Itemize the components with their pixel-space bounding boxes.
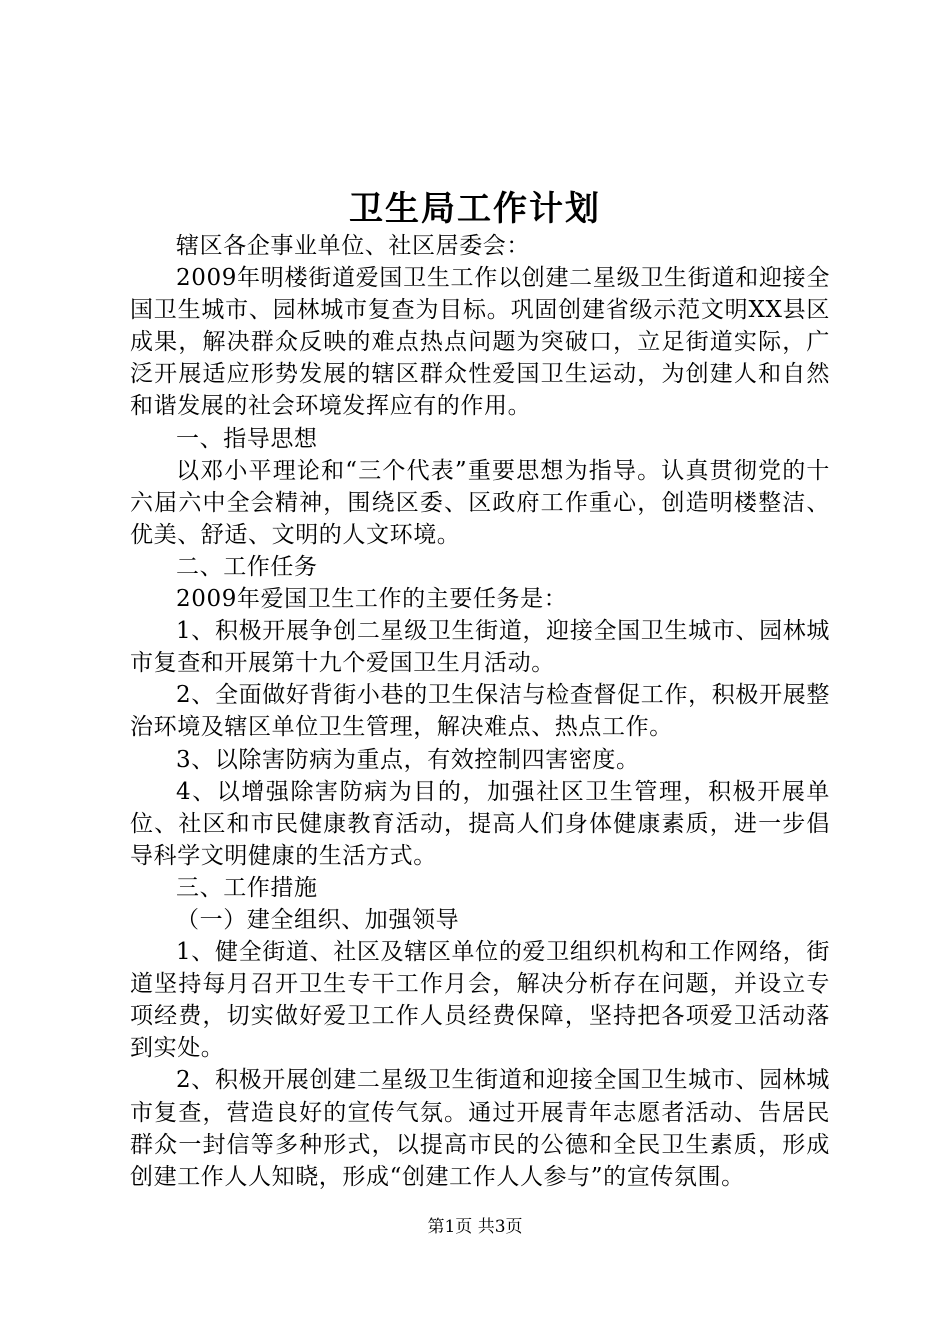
paragraph-task-3: 3、以除害防病为重点，有效控制四害密度。: [176, 746, 640, 773]
paragraph-salutation: 辖区各企事业单位、社区居委会：: [176, 233, 530, 259]
paragraph-measure-2: 2、积极开展创建二星级卫生街道和迎接全国卫生城市、园林城市复查，营造良好的宣传气氛。通过开展青年志愿者活动、告居民群众一封信等多种形式，以提高市民的公德和全民卫生素质，形成创建工作人人知晓，形成“创建工作人人参与”的宣传氛围。: [130, 1067, 830, 1190]
paragraph-task-2: 2、全面做好背街小巷的卫生保洁与检查督促工作，积极开展整治环境及辖区单位卫生管理，解决难点、热点工作。: [130, 682, 830, 741]
paragraph-task-1: 1、积极开展争创二星级卫生街道，迎接全国卫生城市、园林城市复查和开展第十九个爱国卫生月活动。: [130, 618, 830, 677]
paragraph-tasks-intro: 2009年爱国卫生工作的主要任务是：: [176, 586, 568, 613]
paragraph-intro: 2009年明楼街道爱国卫生工作以创建二星级卫生街道和迎接全国卫生城市、园林城市复查为目标。巩固创建省级示范文明XX县区成果，解决群众反映的难点热点问题为突破口，立足街道实际，广泛开展适应形势发展的辖区群众性爱国卫生运动，为创建人和自然和谐发展的社会环境发挥应有的作用。: [130, 265, 830, 420]
paragraph-task-4: 4、以增强除害防病为目的，加强社区卫生管理，积极开展单位、社区和市民健康教育活动，提高人们身体健康素质，进一步倡导科学文明健康的生活方式。: [130, 778, 830, 869]
heading-work-measures: 三、工作措施: [176, 874, 318, 901]
paragraph-guiding-ideology: 以邓小平理论和“三个代表”重要思想为指导。认真贯彻党的十六届六中全会精神，围绕区委、区政府工作重心，创造明楼整洁、优美、舒适、文明的人文环境。: [130, 457, 830, 548]
heading-work-tasks: 二、工作任务: [176, 553, 318, 580]
document-title: 卫生局工作计划: [349, 189, 601, 229]
page-footer: 第1页 共3页: [427, 1217, 523, 1237]
subheading-organization: （一）建全组织、加强领导: [176, 906, 460, 933]
paragraph-measure-1: 1、健全街道、社区及辖区单位的爱卫组织机构和工作网络，街道坚持每月召开卫生专干工作月会，解决分析存在问题，并设立专项经费，切实做好爱卫工作人员经费保障，坚持把各项爱卫活动落到实处。: [130, 939, 830, 1062]
document-body: [130, 230, 830, 1193]
heading-guiding-ideology: 一、指导思想: [176, 425, 318, 452]
